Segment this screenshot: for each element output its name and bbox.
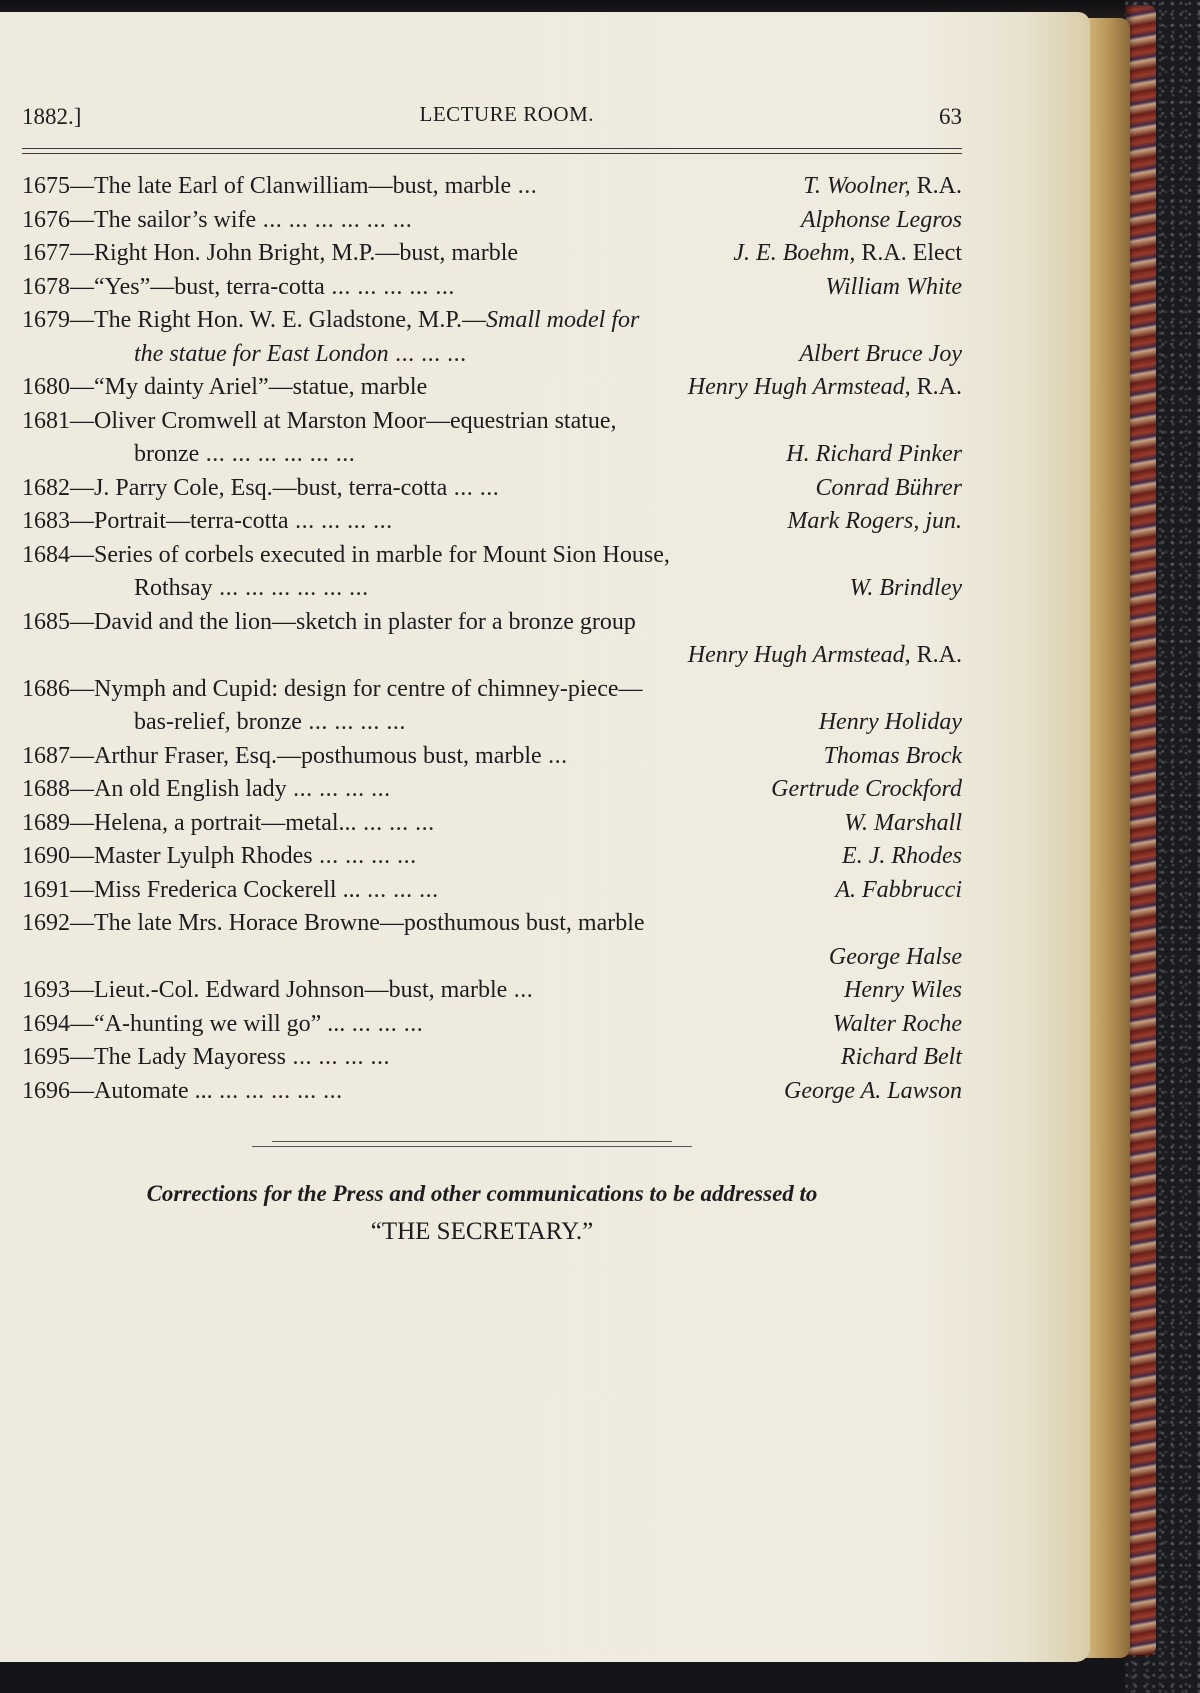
artist-name: Richard Belt (840, 1044, 962, 1070)
entry-line (22, 773, 962, 807)
footer-note: Corrections for the Press and other communications to be addressed to (146, 1181, 818, 1206)
artist-name: E. J. Rhodes (842, 843, 962, 869)
artist-name: William White (825, 273, 962, 300)
entry-line (22, 974, 962, 1008)
entry-title: 1691—Miss Frederica Cockerell ... ... ... ... (22, 876, 439, 903)
artist-suffix: R.A. (910, 173, 962, 199)
leader-dots: ... ... ... ... (301, 709, 406, 735)
entry-title: Rothsay ... ... ... ... ... ... (134, 575, 369, 601)
artist-suffix: R.A. Elect (855, 240, 962, 266)
entry-line (22, 807, 962, 841)
entry-title: 1688—An old English lady ... ... ... ... (22, 776, 391, 802)
leader-dots: ... ... ... ... (285, 1044, 390, 1070)
leader-dots: ... (541, 742, 568, 769)
entry-line (22, 405, 962, 439)
artist-name: T. Woolner, R.A. (803, 173, 962, 199)
entry-line (22, 941, 962, 975)
entry-title: 1692—The late Mrs. Horace Browne—posthumous bust, marble (22, 910, 645, 936)
leader-dots: ... (511, 173, 538, 199)
artist-name: Mark Rogers, jun. (787, 508, 962, 534)
leader-dots: ... ... ... (388, 340, 467, 367)
catalogue-entry (22, 405, 962, 472)
catalogue-entry (22, 974, 962, 1008)
entry-line (22, 1041, 962, 1075)
entry-line (22, 740, 962, 774)
artist-name: George Halse (828, 943, 962, 970)
artist-name: Albert Bruce Joy (799, 340, 962, 367)
entry-title: the statue for East London ... ... ... (134, 340, 467, 367)
header-title: LECTURE ROOM. (419, 102, 594, 126)
footer-addressee: “THE SECRETARY.” (370, 1218, 594, 1245)
catalogue-entry (22, 840, 962, 874)
catalogue-entries (22, 170, 962, 1108)
entry-title: 1694—“A-hunting we will go” ... ... ... ... (22, 1010, 424, 1037)
entry-title: 1696—Automate ... ... ... ... ... ... (22, 1077, 343, 1104)
entry-line (22, 472, 962, 506)
catalogue-entry (22, 472, 962, 506)
artist-name: Conrad Bührer (815, 474, 962, 501)
entry-line (22, 572, 962, 606)
leader-dots: ... (507, 977, 534, 1003)
entry-title: 1690—Master Lyulph Rhodes ... ... ... ... (22, 843, 417, 869)
entry-title: 1685—David and the lion—sketch in plaster for a bronze group (22, 608, 636, 635)
catalogue-entry (22, 505, 962, 539)
catalogue-entry (22, 204, 962, 238)
entry-line (22, 1008, 962, 1042)
entry-line (22, 639, 962, 673)
leader-dots: ... ... ... ... ... ... (212, 575, 369, 601)
artist-name: Gertrude Crockford (771, 776, 962, 802)
section-divider (252, 1141, 692, 1149)
artist-name: Walter Roche (832, 1010, 962, 1037)
catalogue-entry (22, 907, 962, 974)
leader-dots: ... ... ... (356, 809, 435, 836)
catalogue-entry (22, 271, 962, 305)
leader-dots: ... ... ... ... (312, 843, 417, 869)
entry-line (22, 304, 962, 338)
catalogue-entry (22, 1075, 962, 1109)
catalogue-entry (22, 606, 962, 673)
leader-dots: ... ... ... ... ... ... (199, 441, 356, 467)
entry-title: 1680—“My dainty Ariel”—statue, marble (22, 374, 428, 400)
leader-dots: ... ... ... (360, 876, 439, 903)
entry-line (22, 840, 962, 874)
artist-name: W. Marshall (844, 809, 962, 836)
page-content (22, 0, 962, 1693)
header-year: 1882.] (22, 104, 82, 129)
entry-line (22, 505, 962, 539)
entry-line (22, 438, 962, 472)
entry-line (22, 371, 962, 405)
entry-title: 1693—Lieut.-Col. Edward Johnson—bust, marble ... (22, 977, 534, 1003)
artist-name: Henry Hugh Armstead, R.A. (687, 374, 962, 400)
catalogue-entry (22, 1041, 962, 1075)
running-header (22, 104, 962, 140)
entry-title: 1676—The sailor’s wife ... ... ... ... ... ... (22, 206, 413, 233)
catalogue-entry (22, 807, 962, 841)
catalogue-entry (22, 237, 962, 271)
entry-line (22, 874, 962, 908)
entry-line (22, 673, 962, 707)
entry-title: bronze ... ... ... ... ... ... (134, 441, 356, 467)
artist-name: W. Brindley (849, 575, 962, 601)
entry-title: 1677—Right Hon. John Bright, M.P.—bust, marble (22, 240, 519, 266)
entry-line (22, 170, 962, 204)
entry-title: 1678—“Yes”—bust, terra-cotta ... ... ... ... ... (22, 273, 455, 300)
catalogue-entry (22, 1008, 962, 1042)
artist-name: Henry Holiday (818, 709, 962, 735)
artist-name: J. E. Boehm, R.A. Elect (733, 240, 962, 266)
entry-title: 1689—Helena, a portrait—metal... ... ... ... (22, 809, 435, 836)
entry-title: 1683—Portrait—terra-cotta ... ... ... ... (22, 508, 393, 534)
artist-name: Henry Wiles (844, 977, 962, 1003)
artist-suffix: R.A. (910, 642, 962, 668)
artist-name: Alphonse Legros (800, 206, 962, 233)
catalogue-entry (22, 874, 962, 908)
page-number: 63 (939, 104, 962, 129)
entry-title: 1675—The late Earl of Clanwilliam—bust, marble ... (22, 173, 538, 199)
artist-name: A. Fabbrucci (835, 876, 962, 903)
entry-title: 1681—Oliver Cromwell at Marston Moor—equestrian statue, (22, 407, 617, 434)
leader-dots: ... ... ... ... ... (324, 273, 455, 300)
entry-title: 1684—Series of corbels executed in marble for Mount Sion House, (22, 541, 670, 568)
leader-dots: ... ... ... ... (286, 776, 391, 802)
catalogue-entry (22, 673, 962, 740)
entry-line (22, 907, 962, 941)
entry-title-italic: Small model for (486, 307, 640, 333)
catalogue-entry (22, 539, 962, 606)
artist-name: Thomas Brock (823, 742, 962, 769)
catalogue-entry (22, 740, 962, 774)
artist-suffix: R.A. (910, 374, 962, 400)
leader-dots: ... ... (447, 474, 500, 501)
entry-line (22, 338, 962, 372)
catalogue-entry (22, 773, 962, 807)
entry-title: 1695—The Lady Mayoress ... ... ... ... (22, 1044, 390, 1070)
entry-line (22, 606, 962, 640)
artist-name: H. Richard Pinker (786, 441, 962, 467)
entry-line (22, 204, 962, 238)
leader-dots: ... ... ... (345, 1010, 424, 1037)
entry-line (22, 271, 962, 305)
entry-title: 1682—J. Parry Cole, Esq.—bust, terra-cotta ... ... (22, 474, 500, 501)
entry-title: 1687—Arthur Fraser, Esq.—posthumous bust, marble ... (22, 742, 568, 769)
catalogue-entry (22, 170, 962, 204)
header-rule (22, 148, 962, 154)
entry-title: 1686—Nymph and Cupid: design for centre of chimney-piece— (22, 675, 643, 702)
entry-title: bas-relief, bronze ... ... ... ... (134, 709, 406, 735)
entry-line (22, 539, 962, 573)
catalogue-entry (22, 371, 962, 405)
entry-title: 1679—The Right Hon. W. E. Gladstone, M.P.—Small model for (22, 307, 640, 333)
catalogue-entry (22, 304, 962, 371)
leader-dots: ... ... ... ... ... ... (256, 206, 413, 233)
entry-line (22, 706, 962, 740)
entry-line (22, 237, 962, 271)
leader-dots: ... ... ... ... (288, 508, 393, 534)
marbled-fore-edge (1126, 5, 1156, 1655)
artist-name: George A. Lawson (783, 1077, 962, 1104)
entry-line (22, 1075, 962, 1109)
leader-dots: ... ... ... ... ... (212, 1077, 343, 1104)
artist-name: Henry Hugh Armstead, R.A. (687, 642, 962, 668)
